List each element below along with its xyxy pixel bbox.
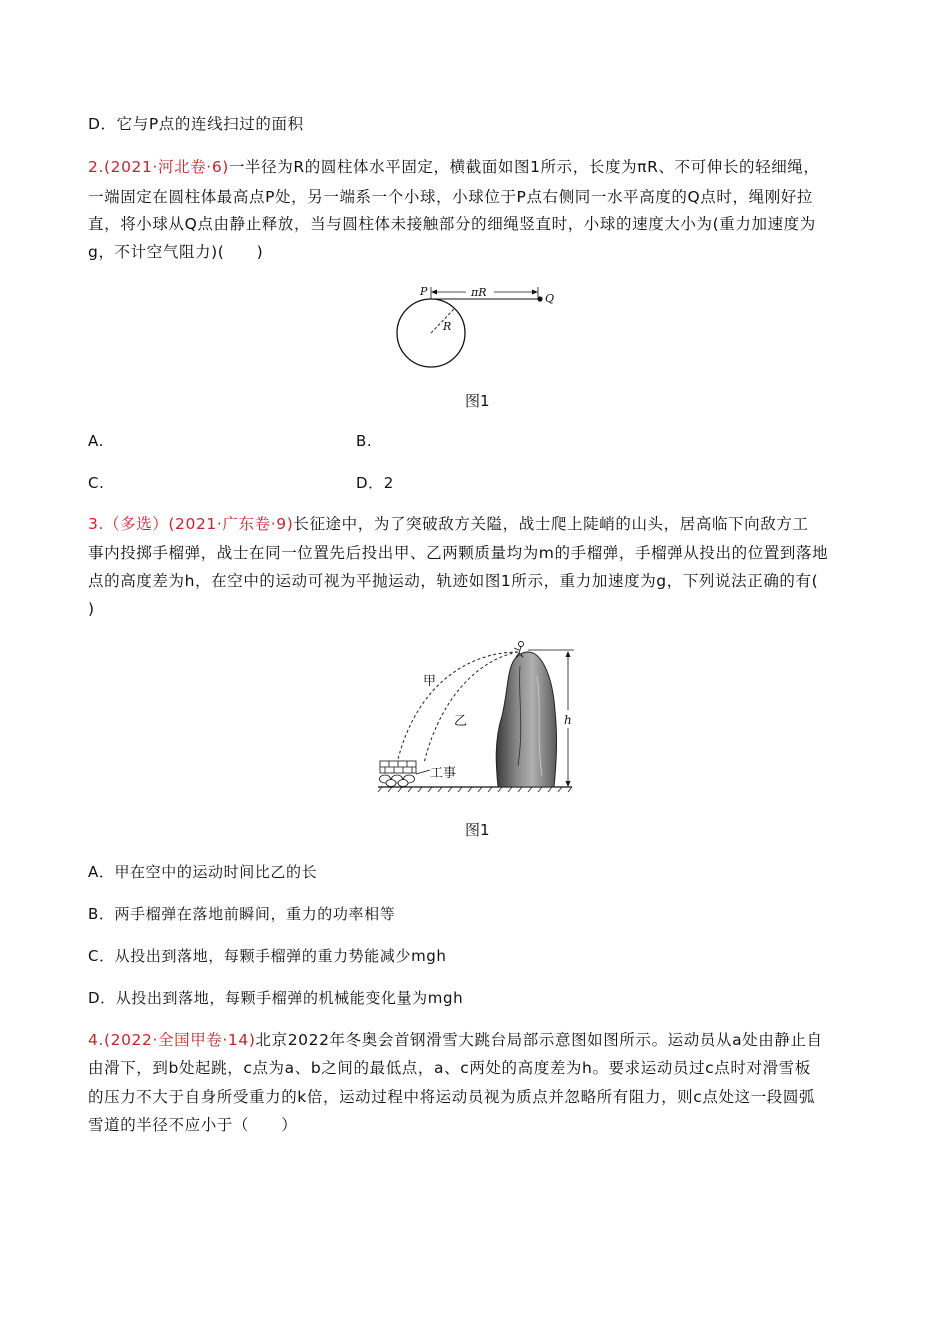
- q2-source: 2.(2021·河北卷·6): [88, 158, 229, 176]
- q3-option-b: B．两手榴弹在落地前瞬间，重力的功率相等: [88, 905, 396, 923]
- q3-line-1-text: 长征途中，为了突破敌方关隘，战士爬上陡峭的山头，居高临下向敌方工: [293, 515, 809, 533]
- label-gongshi: 工事: [430, 766, 457, 781]
- q2-option-c: C.: [88, 474, 105, 492]
- q4-line-4: 雪道的半径不应小于（ ）: [88, 1116, 298, 1134]
- q2-line-2: 一端固定在圆柱体最高点P处，另一端系一个小球，小球位于P点右侧同一水平高度的Q点时，绳刚好拉: [88, 188, 813, 206]
- q2-line-1-text: 一半径为R的圆柱体水平固定，横截面如图1所示，长度为πR、不可伸长的轻细绳，: [228, 158, 820, 176]
- q3-figure: [372, 636, 582, 796]
- q3-option-d: D．从投出到落地，每颗手榴弹的机械能变化量为mgh: [88, 989, 464, 1007]
- ball-q: [537, 296, 542, 301]
- q4-line-1: [88, 1030, 823, 1050]
- q2-line-4: g，不计空气阻力)( ): [88, 243, 264, 261]
- q2-line-1: [88, 157, 820, 177]
- q3-line-3: 点的高度差为h，在空中的运动可视为平抛运动，轨迹如图1所示，重力加速度为g，下列说法正确的有(: [88, 572, 819, 590]
- label-yi: 乙: [454, 714, 468, 729]
- rock-shape: [496, 652, 556, 787]
- ground-hatch: [378, 787, 572, 792]
- pi-r-arrowhead-right: [532, 290, 538, 295]
- q4-source: 4.(2022·全国甲卷·14): [88, 1031, 256, 1049]
- q2-option-d: D．2: [356, 474, 394, 492]
- q3-option-c: C．从投出到落地，每颗手榴弹的重力势能减少mgh: [88, 947, 447, 965]
- label-pi-r: πR: [471, 286, 487, 299]
- height-arrowhead-top: [566, 651, 571, 657]
- height-arrowhead-bottom: [566, 781, 571, 787]
- q3-line-1: [88, 514, 809, 534]
- label-q: Q: [545, 292, 555, 305]
- q3-caption: 图1: [465, 821, 490, 839]
- label-h: h: [564, 713, 572, 727]
- label-r: R: [443, 320, 452, 333]
- q2-option-a: A.: [88, 432, 104, 450]
- q3-option-a: A．甲在空中的运动时间比乙的长: [88, 863, 318, 881]
- gongshi-pointer: [416, 770, 430, 774]
- q1-option-d: D．它与P点的连线扫过的面积: [88, 115, 304, 133]
- q4-line-3: 的压力不大于自身所受重力的k倍，运动过程中将运动员视为质点并忽略所有阻力，则c点处这一段圆弧: [88, 1088, 816, 1106]
- q2-figure: [380, 278, 570, 378]
- q4-line-1-text: 北京2022年冬奥会首钢滑雪大跳台局部示意图如图所示。运动员从a处由静止自: [255, 1031, 823, 1049]
- label-p: P: [420, 285, 428, 298]
- q3-line-4: ): [88, 600, 95, 618]
- q3-source: 3.（多选）(2021·广东卷·9): [88, 515, 294, 533]
- bunker-icon: [380, 761, 417, 787]
- pi-r-arrowhead-left: [431, 290, 437, 295]
- q2-option-b: B.: [356, 432, 373, 450]
- q2-line-3: 直，将小球从Q点由静止释放，当与圆柱体未接触部分的细绳竖直时，小球的速度大小为(重力加速度为: [88, 215, 816, 233]
- q2-caption: 图1: [465, 392, 490, 410]
- q4-line-2: 由滑下，到b处起跳，c点为a、b之间的最低点，a、c两处的高度差为h。要求运动员过c点时对滑雪板: [88, 1059, 811, 1077]
- q3-line-2: 事内投掷手榴弹，战士在同一位置先后投出甲、乙两颗质量均为m的手榴弹，手榴弹从投出的位置到落地: [88, 544, 829, 562]
- label-jia: 甲: [423, 674, 437, 689]
